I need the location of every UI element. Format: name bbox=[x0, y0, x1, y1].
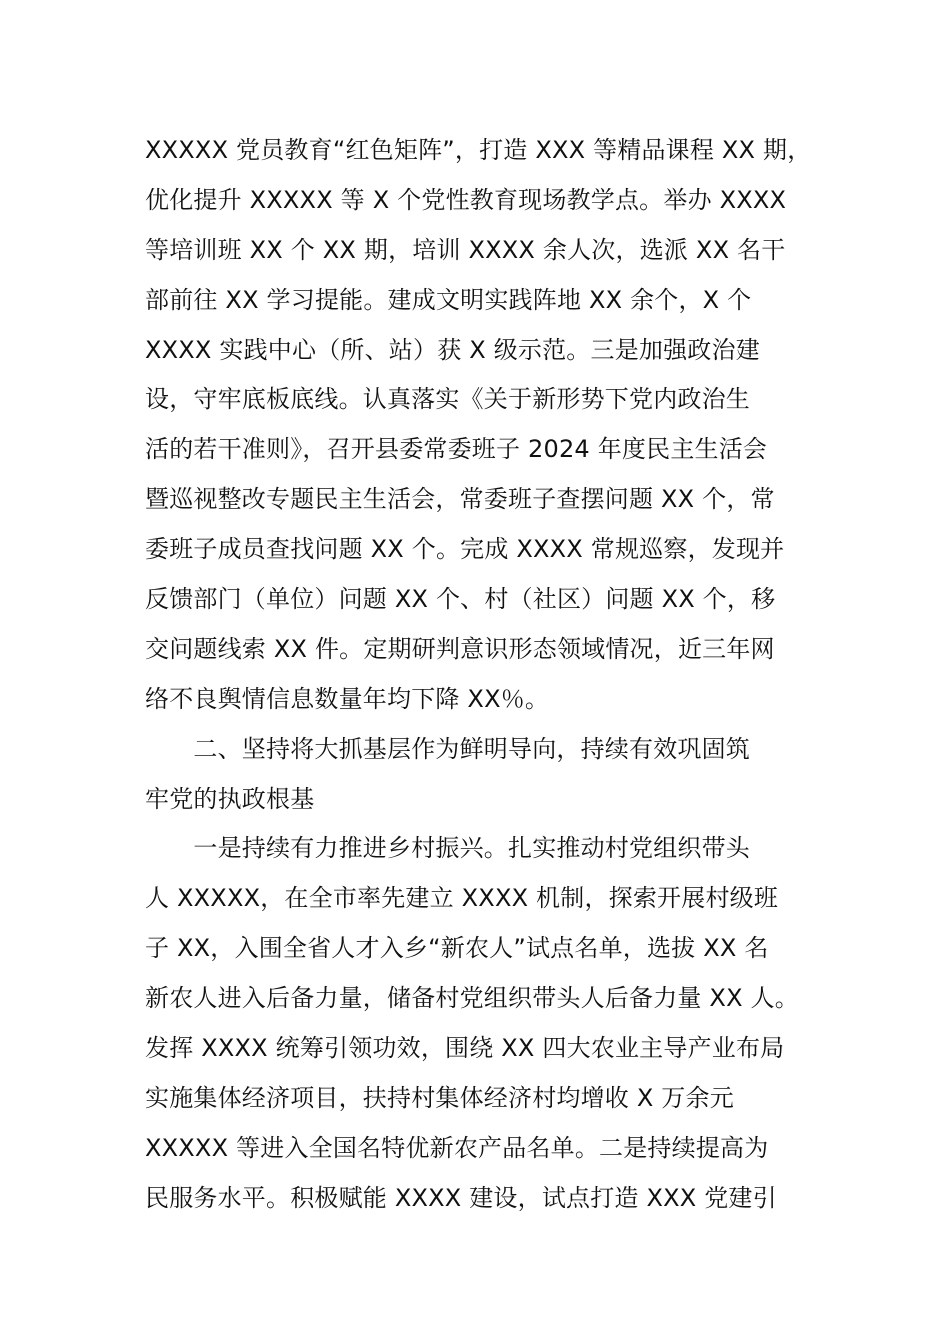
text-line: 新农人进入后备力量，储备村党组织带头人后备力量 XX 人。 bbox=[145, 984, 799, 1013]
text-line: 实施集体经济项目，扶持村集体经济村均增收 X 万余元 bbox=[145, 1083, 734, 1112]
text-line: 人 XXXXX，在全市率先建立 XXXX 机制，探索开展村级班 bbox=[145, 884, 779, 913]
text-line: 委班子成员查找问题 XX 个。完成 XXXX 常规巡察，发现并 bbox=[145, 535, 785, 564]
text-line: 子 XX，入围全省人才入乡“新农人”试点名单，选拔 XX 名 bbox=[145, 934, 769, 963]
text-line: 设，守牢底板底线。认真落实《关于新形势下党内政治生 bbox=[145, 385, 750, 414]
text-line: 一是持续有力推进乡村振兴。扎实推动村党组织带头 bbox=[145, 834, 750, 863]
text-line: 部前往 XX 学习提能。建成文明实践阵地 XX 余个，X 个 bbox=[145, 285, 752, 314]
text-line: 优化提升 XXXXX 等 X 个党性教育现场教学点。举办 XXXX bbox=[145, 185, 787, 214]
text-line: 反馈部门（单位）问题 XX 个、村（社区）问题 XX 个，移 bbox=[145, 585, 776, 614]
text-line: XXXXX 等进入全国名特优新农产品名单。二是持续提高为 bbox=[145, 1133, 769, 1162]
text-line: 络不良舆情信息数量年均下降 XX％。 bbox=[145, 684, 550, 713]
text-line: 发挥 XXXX 统筹引领功效，围绕 XX 四大农业主导产业布局 bbox=[145, 1034, 785, 1063]
section-heading-line: 二、坚持将大抓基层作为鲜明导向，持续有效巩固筑 bbox=[145, 734, 750, 763]
body-text bbox=[145, 126, 845, 1224]
text-line: 等培训班 XX 个 XX 期，培训 XXXX 余人次，选派 XX 名干 bbox=[145, 235, 786, 264]
text-line: XXXXX 党员教育“红色矩阵”，打造 XXX 等精品课程 XX 期， bbox=[145, 136, 812, 164]
text-line: 交问题线索 XX 件。定期研判意识形态领域情况，近三年网 bbox=[145, 634, 775, 663]
text-line: 暨巡视整改专题民主生活会，常委班子查摆问题 XX 个，常 bbox=[145, 485, 775, 514]
text-line: 民服务水平。积极赋能 XXXX 建设，试点打造 XXX 党建引 bbox=[145, 1183, 777, 1212]
text-line: XXXX 实践中心（所、站）获 X 级示范。三是加强政治建 bbox=[145, 335, 760, 364]
text-line: 活的若干准则》，召开县委常委班子 2024 年度民主生活会 bbox=[145, 435, 768, 464]
section-heading-line: 牢党的执政根基 bbox=[145, 784, 315, 813]
